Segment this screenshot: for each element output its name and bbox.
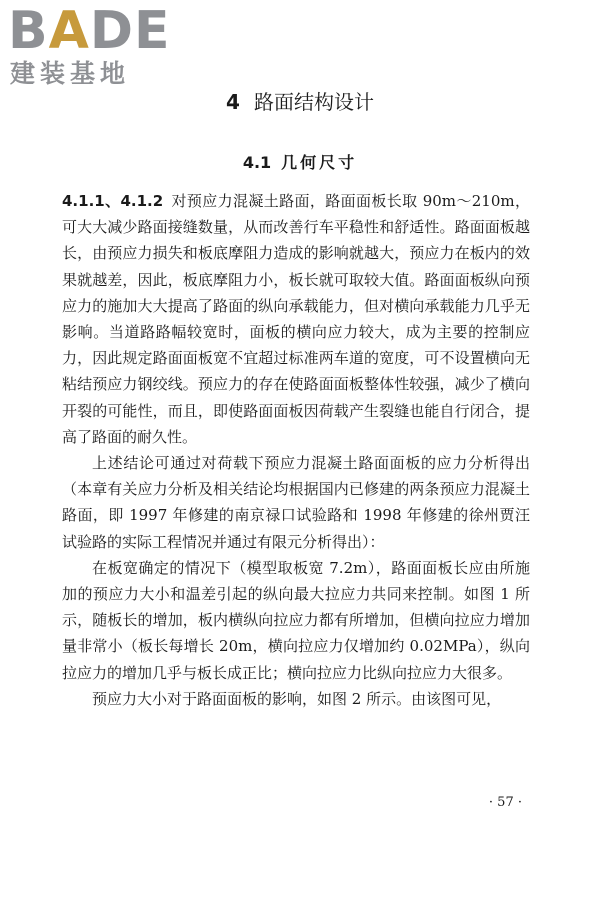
- paragraph: 在板宽确定的情况下（模型取板宽 7.2m），路面面板长应由所施加的预应力大小和温差引起的纵向最大拉应力共同来控制。如图 1 所示，随板长的增加，板内横纵向拉应力都有所增加，但横向拉应力增加量非常小（板长每增长 20m，横向拉应力仅增加约 0.02MPa），纵向拉应力的增加几乎与板长成正比；横向拉应力比纵向拉应力大很多。: [62, 558, 530, 682]
- paragraph: 上述结论可通过对荷载下预应力混凝土路面面板的应力分析得出（本章有关应力分析及相关结论均根据国内已修建的两条预应力混凝土路面，即 1997 年修建的南京禄口试验路和 1998 年修建的徐州贾汪试验路的实际工程情况并通过有限元分析得出）：: [62, 454, 530, 551]
- body-text: [62, 188, 530, 712]
- logo-wordmark: BADE: [8, 1, 171, 61]
- logo-subtitle: 建装基地: [10, 59, 131, 88]
- chapter-title: [0, 90, 600, 114]
- section-title-text: 几何尺寸: [281, 153, 358, 172]
- paragraph: [62, 188, 530, 450]
- section-title: [0, 153, 600, 173]
- paragraph: 预应力大小对于路面面板的影响，如图 2 所示。由该图可见，: [92, 689, 502, 708]
- bade-logo: [8, 1, 178, 94]
- page-number: · 57 ·: [488, 795, 522, 810]
- chapter-number: 4: [226, 90, 240, 114]
- section-number: 4.1: [242, 153, 272, 172]
- clause-number: 4.1.1、4.1.2: [62, 192, 164, 210]
- chapter-title-text: 路面结构设计: [253, 90, 374, 114]
- paragraph-text: 对预应力混凝土路面，路面面板长取 90m～210m，可大大减少路面接缝数量，从而改善行车平稳性和舒适性。路面面板越长，由预应力损失和板底摩阻力造成的影响就越大，预应力在板内的效果就越差，因此，板底摩阻力小，板长就可取较大值。路面面板纵向预应力的施加大大提高了路面的纵向承载能力，但对横向承载能力几乎无影响。当道路路幅较宽时，面板的横向应力较大，成为主要的控制应力，因此规定路面面板宽不宜超过标准两车道的宽度，可不设置横向无粘结预应力钢绞线。预应力的存在使路面面板整体性较强，减少了横向开裂的可能性，而且，即使路面面板因荷载产生裂缝也能自行闭合，提高了路面的耐久性。: [62, 192, 530, 446]
